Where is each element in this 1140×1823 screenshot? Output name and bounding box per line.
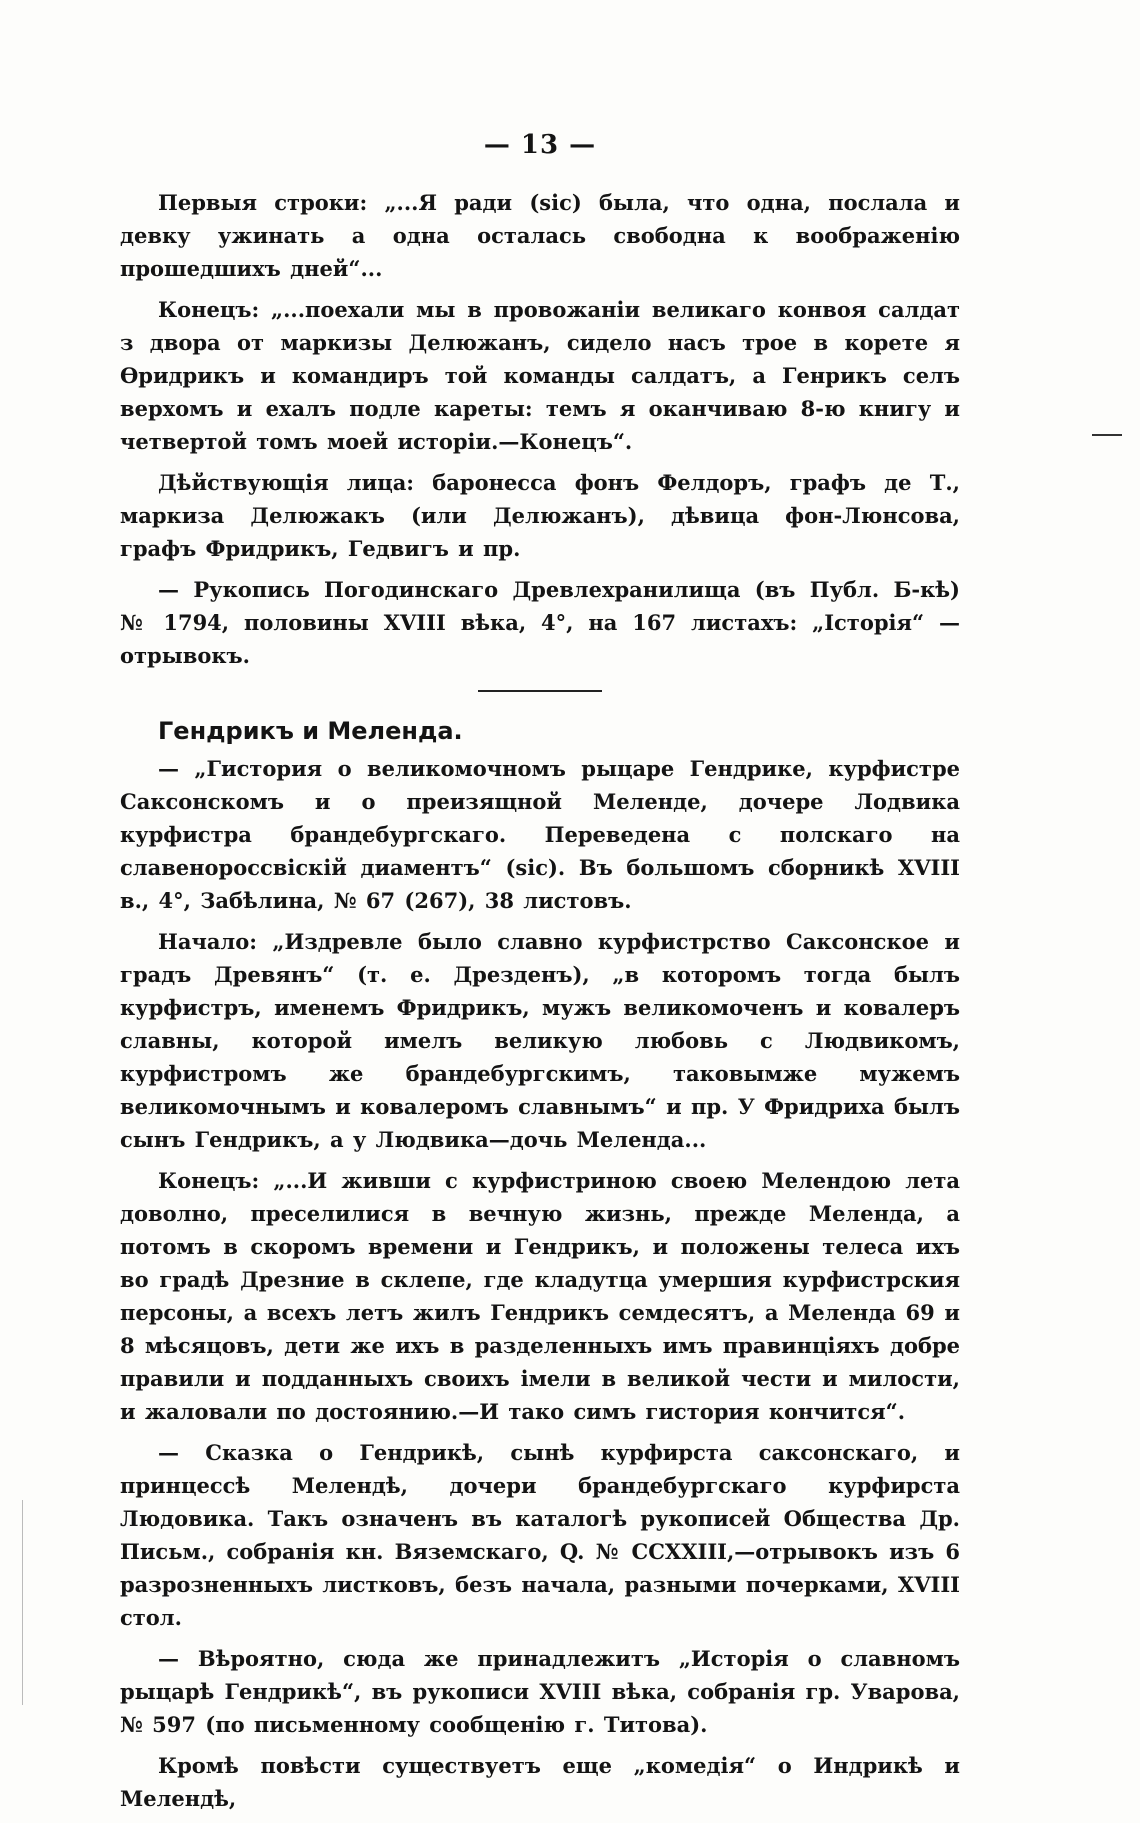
paragraph-tale: — Сказка о Гендрикѣ, сынѣ курфирста саксонскаго, и принцессѣ Мелендѣ, дочери брандебургскаго курфирста Людовика. Такъ означенъ въ каталогѣ рукописей Общества Др. Письм., собранія кн. Вяземскаго, Q. № CCXXIII,—отрывокъ изъ 6 разрозненныхъ листковъ, безъ начала, разными почерками, XVIII стол. (120, 1440, 960, 1630)
section-divider (478, 690, 602, 692)
book-page (120, 130, 960, 1823)
page-edge-line (22, 1500, 23, 1705)
section-heading: Гендрикъ и Меленда. (158, 717, 463, 745)
paragraph-manuscript-pogodin: — Рукопись Погодинскаго Древлехранилища (въ Публ. Б-кѣ) № 1794, половины XVIII вѣка, 4°, на 167 листахъ: „Історія“ — отрывокъ. (120, 577, 960, 668)
paragraph-comedy: Кромѣ повѣсти существуетъ еще „комедія“ о Индрикѣ и Мелендѣ, (120, 1753, 960, 1811)
paragraph-characters: Дѣйствующія лица: баронесса фонъ Фелдоръ, графъ де Т., маркиза Делюжакъ (или Делюжанъ), дѣвица фон-Люнсова, графъ Фридрикъ, Гедвигъ и пр. (120, 470, 960, 561)
margin-dash-mark (1092, 434, 1122, 436)
paragraph-beginning: Начало: „Издревле было славно курфистрство Саксонское и градъ Древянъ“ (т. е. Дрезденъ), „в которомъ тогда былъ курфистръ, именемъ Фридрикъ, мужъ великомоченъ и ковалеръ славны, которой имелъ великую любовь с Людвикомъ, курфистромъ же брандебургскимъ, таковымже мужемъ великомочнымъ и ковалеромъ славнымъ“ и пр. У Фридриха былъ сынъ Гендрикъ, а у Людвика—дочь Меленда... (120, 929, 960, 1152)
paragraph-probably: — Вѣроятно, сюда же принадлежитъ „Исторія о славномъ рыцарѣ Гендрикѣ“, въ рукописи XVIII вѣка, собранія гр. Уварова, № 597 (по письменному сообщенію г. Титова). (120, 1646, 960, 1737)
paragraph-history-title: — „Гистория о великомочномъ рыцаре Гендрике, курфистре Саксонскомъ и о преизящной Меленде, дочере Лодвика курфистра брандебургскаго. Переведена с полскаго на славенороссвіскій диаментъ“ (sic). Въ большомъ сборникѣ XVIII в., 4°, Забѣлина, № 67 (267), 38 листовъ. (120, 756, 960, 913)
page-number: — 13 — (483, 130, 597, 160)
paragraph-ending: Конецъ: „...поехали мы в провожаніи великаго конвоя салдат з двора от маркизы Делюжанъ, сидело насъ трое в корете я Өридрикъ и командиръ той команды салдатъ, а Генрикъ селъ верхомъ и ехалъ подле кареты: темъ я оканчиваю 8-ю книгу и четвертой томъ моей исторіи.—Конецъ“. (120, 297, 960, 454)
paragraph-conclusion: Конецъ: „...И живши с курфистриною своею Мелендою лета доволно, преселилися в вечную жизнь, прежде Меленда, а потомъ в скоромъ времени и Гендрикъ, и положены телеса ихъ во градѣ Дрезние в склепе, где кладутца умершия курфистрския персоны, а всехъ летъ жилъ Гендрикъ семдесятъ, а Меленда 69 и 8 мѣсяцовъ, дети же ихъ в разделенныхъ имъ правинціяхъ добре правили и подданныхъ своихъ імели в великой чести и милости, и жаловали по достоянию.—И тако симъ гистория кончится“. (120, 1168, 960, 1424)
paragraph-first-lines: Первыя строки: „...Я ради (sic) была, что одна, послала и девку ужинать а одна осталась свободна к воображенію прошедшихъ дней“... (120, 190, 960, 281)
